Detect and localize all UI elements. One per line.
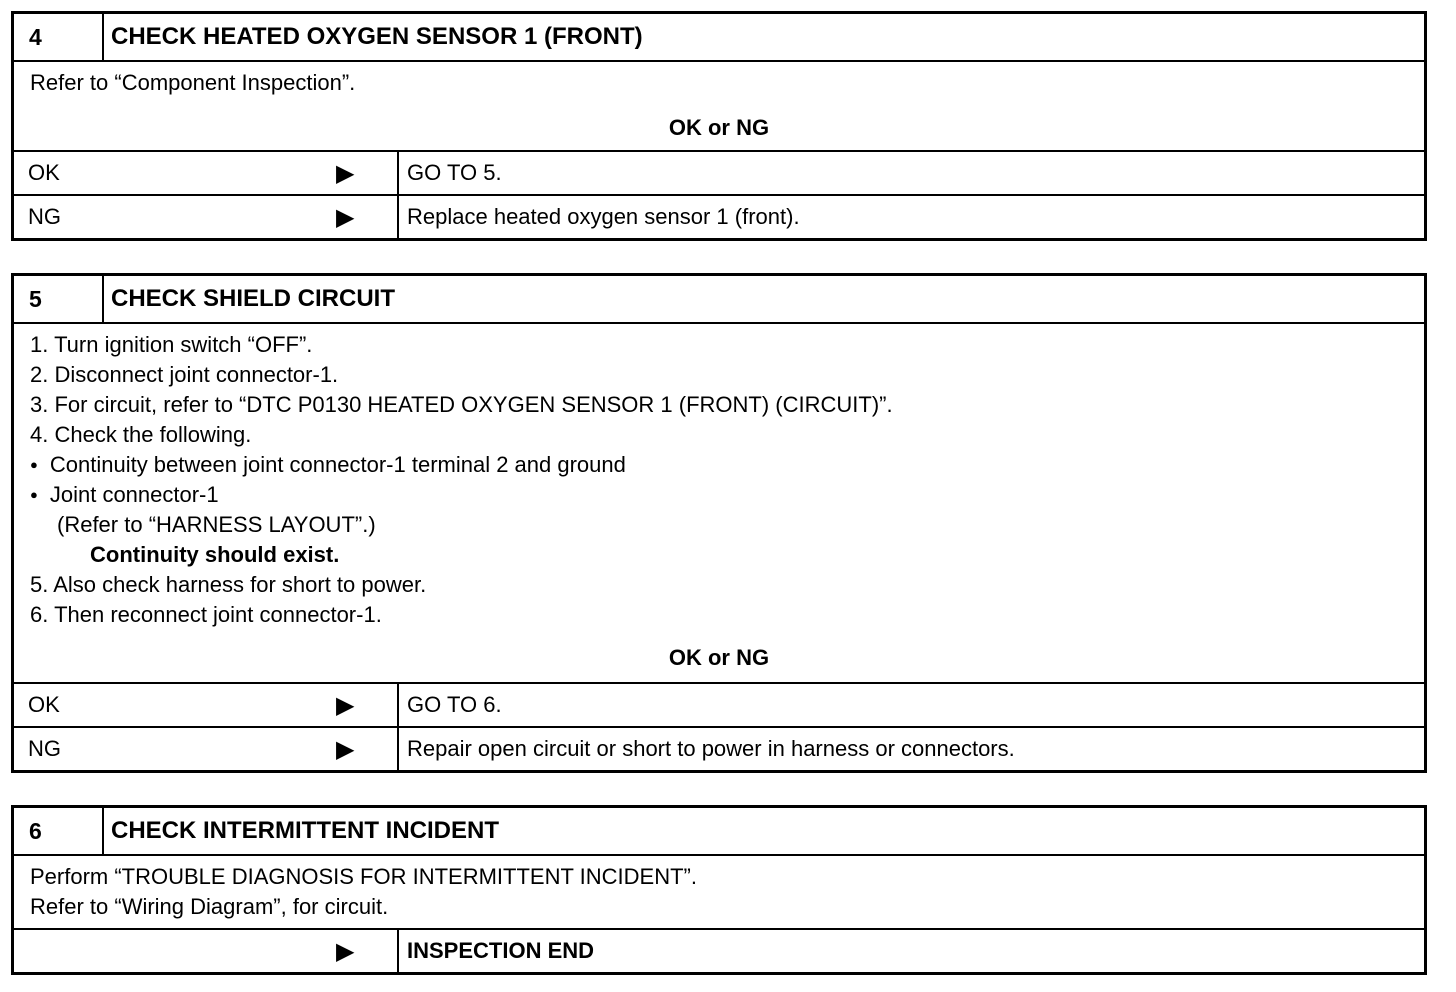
divider [397, 684, 399, 726]
step-4-header [14, 14, 1424, 60]
instruction-list [30, 862, 697, 922]
ok-or-ng-label: OK or NG [668, 645, 770, 670]
reference-note: (Refer to “HARNESS LAYOUT”.) [57, 512, 376, 537]
list-item: 4. Check the following. [30, 422, 252, 447]
result-row-ng [14, 194, 1424, 238]
result-row-end [14, 928, 1424, 972]
step-6-header [14, 808, 1424, 854]
step-6-box [11, 805, 1427, 975]
ok-or-ng-label: OK or NG [668, 115, 770, 140]
step-6-instruction-block [14, 854, 1424, 928]
step-title: CHECK INTERMITTENT INCIDENT [111, 817, 499, 844]
divider [397, 930, 399, 972]
right-triangle-arrow-icon: ▶ [336, 937, 355, 965]
right-triangle-arrow-icon: ▶ [336, 159, 355, 187]
result-action: GO TO 5. [407, 160, 502, 185]
step-title: CHECK SHIELD CIRCUIT [111, 285, 396, 312]
step-4-instruction-block [14, 60, 1424, 150]
result-label: NG [28, 736, 61, 761]
step-5-instruction-block [14, 322, 1424, 682]
divider [397, 196, 399, 238]
divider [397, 728, 399, 770]
result-row-ng [14, 726, 1424, 770]
divider [397, 152, 399, 194]
instruction-text: Refer to “Component Inspection”. [30, 70, 356, 95]
result-row-ok [14, 150, 1424, 194]
expected-result: Continuity should exist. [90, 542, 340, 567]
list-item: 6. Then reconnect joint connector-1. [30, 602, 382, 627]
bullet-item: ● Joint connector-1 [30, 480, 893, 510]
list-item: 3. For circuit, refer to “DTC P0130 HEATED OXYGEN SENSOR 1 (FRONT) (CIRCUIT)”. [30, 392, 893, 417]
step-5-header [14, 276, 1424, 322]
list-item: 5. Also check harness for short to power. [30, 572, 427, 597]
result-label: OK [28, 692, 60, 717]
step-5-box [11, 273, 1427, 773]
result-action: Repair open circuit or short to power in harness or connectors. [407, 736, 1015, 761]
list-item: Perform “TROUBLE DIAGNOSIS FOR INTERMITTENT INCIDENT”. [30, 864, 697, 889]
step-number: 5 [14, 276, 104, 322]
result-label: NG [28, 204, 61, 229]
step-title: CHECK HEATED OXYGEN SENSOR 1 (FRONT) [111, 23, 643, 50]
right-triangle-arrow-icon: ▶ [336, 735, 355, 763]
step-4-box [11, 11, 1427, 241]
step-number: 4 [14, 14, 104, 60]
result-row-ok [14, 682, 1424, 726]
bullet-item: ● Continuity between joint connector-1 terminal 2 and ground [30, 450, 893, 480]
list-item: Refer to “Wiring Diagram”, for circuit. [30, 894, 389, 919]
result-action: INSPECTION END [407, 938, 595, 963]
step-number: 6 [14, 808, 104, 854]
instruction-list [30, 330, 893, 630]
list-item: 2. Disconnect joint connector-1. [30, 362, 339, 387]
result-action: Replace heated oxygen sensor 1 (front). [407, 204, 800, 229]
right-triangle-arrow-icon: ▶ [336, 203, 355, 231]
result-action: GO TO 6. [407, 692, 502, 717]
right-triangle-arrow-icon: ▶ [336, 691, 355, 719]
list-item: 1. Turn ignition switch “OFF”. [30, 332, 313, 357]
result-label: OK [28, 160, 60, 185]
